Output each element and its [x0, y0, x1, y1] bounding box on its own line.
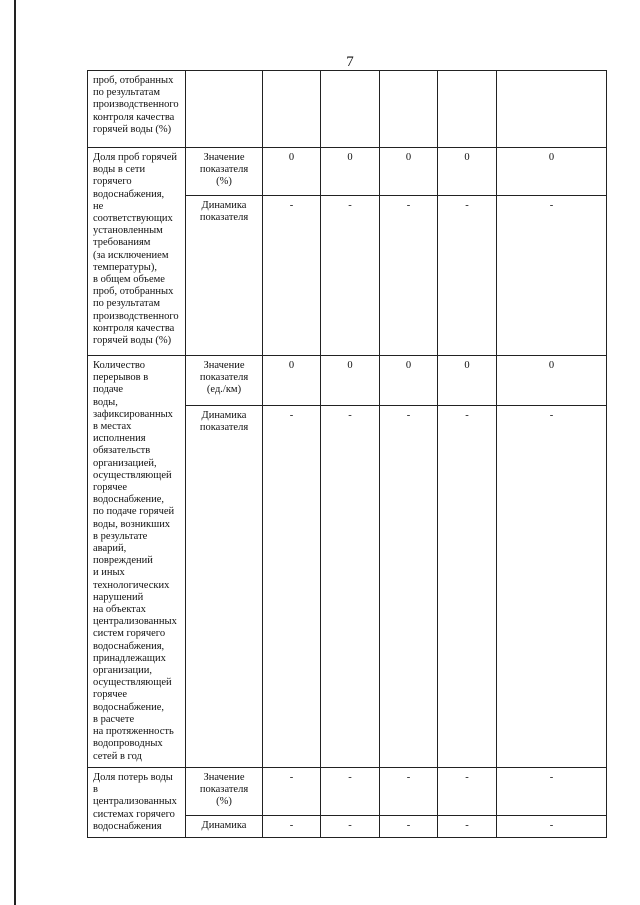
indicator-name-line: водоснабжения,: [93, 640, 165, 652]
indicator-name-line: на объектах: [93, 604, 146, 616]
indicator-name-line: соответствующих: [93, 213, 173, 225]
table-body: [88, 71, 607, 838]
value-cell: [438, 71, 497, 148]
value-cell: -: [321, 196, 380, 356]
indicator-name-line: Доля проб горячей: [93, 152, 177, 163]
indicator-name-line: осуществляющей: [93, 469, 172, 481]
value-cell: -: [438, 406, 497, 768]
indicator-name-line: воды, возникших: [93, 518, 171, 530]
indicator-name-line: централизованных: [93, 796, 177, 808]
indicator-name-cell: [88, 148, 186, 356]
value-cell: -: [321, 816, 380, 838]
value-cell: -: [497, 816, 607, 838]
value-cell: -: [497, 406, 607, 768]
indicator-name-line: контроля качества: [93, 322, 175, 334]
indicator-name-line: обязательств: [93, 445, 151, 457]
value-cell: -: [438, 816, 497, 838]
value-cell: 0: [321, 356, 380, 406]
table-row: [88, 148, 607, 196]
indicator-name-line: по подаче горячей: [93, 506, 175, 518]
indicator-name-line: централизованных: [93, 616, 177, 628]
value-cell: -: [263, 768, 321, 816]
value-cell: [380, 71, 438, 148]
indicator-name-cell: [88, 768, 186, 838]
indicators-table: [87, 70, 607, 838]
indicator-name-line: технологических: [93, 579, 170, 591]
table-row: [88, 356, 607, 406]
indicator-name-line: сетей в год: [93, 750, 142, 762]
indicator-name-line: в результате: [93, 530, 148, 542]
value-cell: -: [380, 816, 438, 838]
indicator-name-line: в расчете: [93, 713, 135, 725]
value-cell: [497, 71, 607, 148]
indicator-type-cell: Динамика показателя: [186, 196, 263, 356]
value-cell: 0: [438, 356, 497, 406]
indicator-name-line: организацией,: [93, 457, 157, 469]
value-cell: 0: [321, 148, 380, 196]
indicator-name-line: горячего: [93, 176, 132, 188]
indicator-name-line: (за исключением: [93, 249, 169, 261]
indicator-name-line: в: [93, 784, 98, 796]
value-cell: -: [321, 768, 380, 816]
indicator-name-line: Количество: [93, 360, 146, 371]
value-cell: -: [263, 406, 321, 768]
indicator-name-cell: [88, 71, 186, 148]
value-cell: 0: [380, 148, 438, 196]
indicator-name-line: температуры),: [93, 261, 157, 273]
value-cell: -: [438, 768, 497, 816]
indicator-name-line: исполнения: [93, 433, 146, 445]
indicator-name-line: установленным: [93, 225, 163, 237]
indicator-name-line: повреждений: [93, 555, 153, 567]
indicator-name-line: контроля качества: [93, 111, 175, 123]
value-cell: 0: [497, 356, 607, 406]
value-cell: -: [497, 196, 607, 356]
indicator-name-line: горячей воды (%): [93, 335, 172, 347]
value-cell: 0: [497, 148, 607, 196]
page-number: 7: [346, 54, 354, 70]
indicator-name-line: Доля потерь воды: [93, 772, 173, 783]
indicator-name-line: перерывов в подаче: [93, 372, 149, 396]
indicator-name-line: водоснабжение,: [93, 494, 165, 506]
value-cell: -: [263, 816, 321, 838]
indicator-name-line: горячее: [93, 482, 127, 494]
indicator-name-line: принадлежащих: [93, 652, 166, 664]
value-cell: 0: [380, 356, 438, 406]
value-cell: -: [380, 196, 438, 356]
indicator-name-line: в местах: [93, 421, 132, 433]
indicator-name-line: водопроводных: [93, 738, 163, 750]
value-cell: 0: [263, 356, 321, 406]
value-cell: -: [380, 406, 438, 768]
indicator-name-line: по результатам: [93, 298, 161, 310]
indicator-name-line: системах горячего: [93, 808, 175, 820]
value-cell: -: [497, 768, 607, 816]
value-cell: -: [321, 406, 380, 768]
indicator-name-line: не: [93, 200, 104, 212]
indicator-name-line: водоснабжение,: [93, 701, 165, 713]
value-cell: -: [438, 196, 497, 356]
indicator-type-cell: Значение показателя (%): [186, 768, 263, 816]
indicator-name-line: проб, отобранных: [93, 286, 174, 298]
indicator-name-line: производственного: [93, 99, 179, 111]
indicator-name-line: на протяженность: [93, 726, 174, 738]
indicator-name-line: воды,: [93, 396, 118, 408]
indicator-name-line: осуществляющей: [93, 677, 172, 689]
indicator-type-cell: Динамика показателя: [186, 406, 263, 768]
indicator-type-cell: Значение показателя (%): [186, 148, 263, 196]
value-cell: -: [380, 768, 438, 816]
indicator-name-line: горячее: [93, 689, 127, 701]
indicator-name-line: нарушений: [93, 591, 144, 603]
table-row: [88, 71, 607, 148]
indicator-name-line: и иных: [93, 567, 125, 579]
value-cell: [263, 71, 321, 148]
indicator-name-line: в общем объеме: [93, 274, 165, 286]
indicator-name-line: воды в сети: [93, 164, 146, 176]
indicator-name-line: проб, отобранных: [93, 75, 174, 86]
table-row: [88, 768, 607, 816]
indicator-name-line: зафиксированных: [93, 408, 173, 420]
indicator-name-line: организации,: [93, 665, 152, 677]
value-cell: [321, 71, 380, 148]
indicator-name-line: систем горячего: [93, 628, 166, 640]
indicator-name-line: производственного: [93, 310, 179, 322]
indicator-name-line: требованиям: [93, 237, 151, 249]
indicator-name-cell: [88, 356, 186, 768]
indicator-type-cell: [186, 71, 263, 148]
indicator-name-line: водоснабжения,: [93, 188, 165, 200]
indicator-type-cell: Значение показателя (ед./км): [186, 356, 263, 406]
indicator-name-line: аварий,: [93, 543, 127, 555]
indicator-name-line: по результатам: [93, 87, 161, 99]
indicator-type-cell: Динамика: [186, 816, 263, 838]
value-cell: 0: [263, 148, 321, 196]
left-margin-rule: [14, 0, 16, 905]
indicator-name-line: горячей воды (%): [93, 123, 172, 135]
value-cell: -: [263, 196, 321, 356]
indicator-name-line: водоснабжения: [93, 820, 162, 832]
value-cell: 0: [438, 148, 497, 196]
